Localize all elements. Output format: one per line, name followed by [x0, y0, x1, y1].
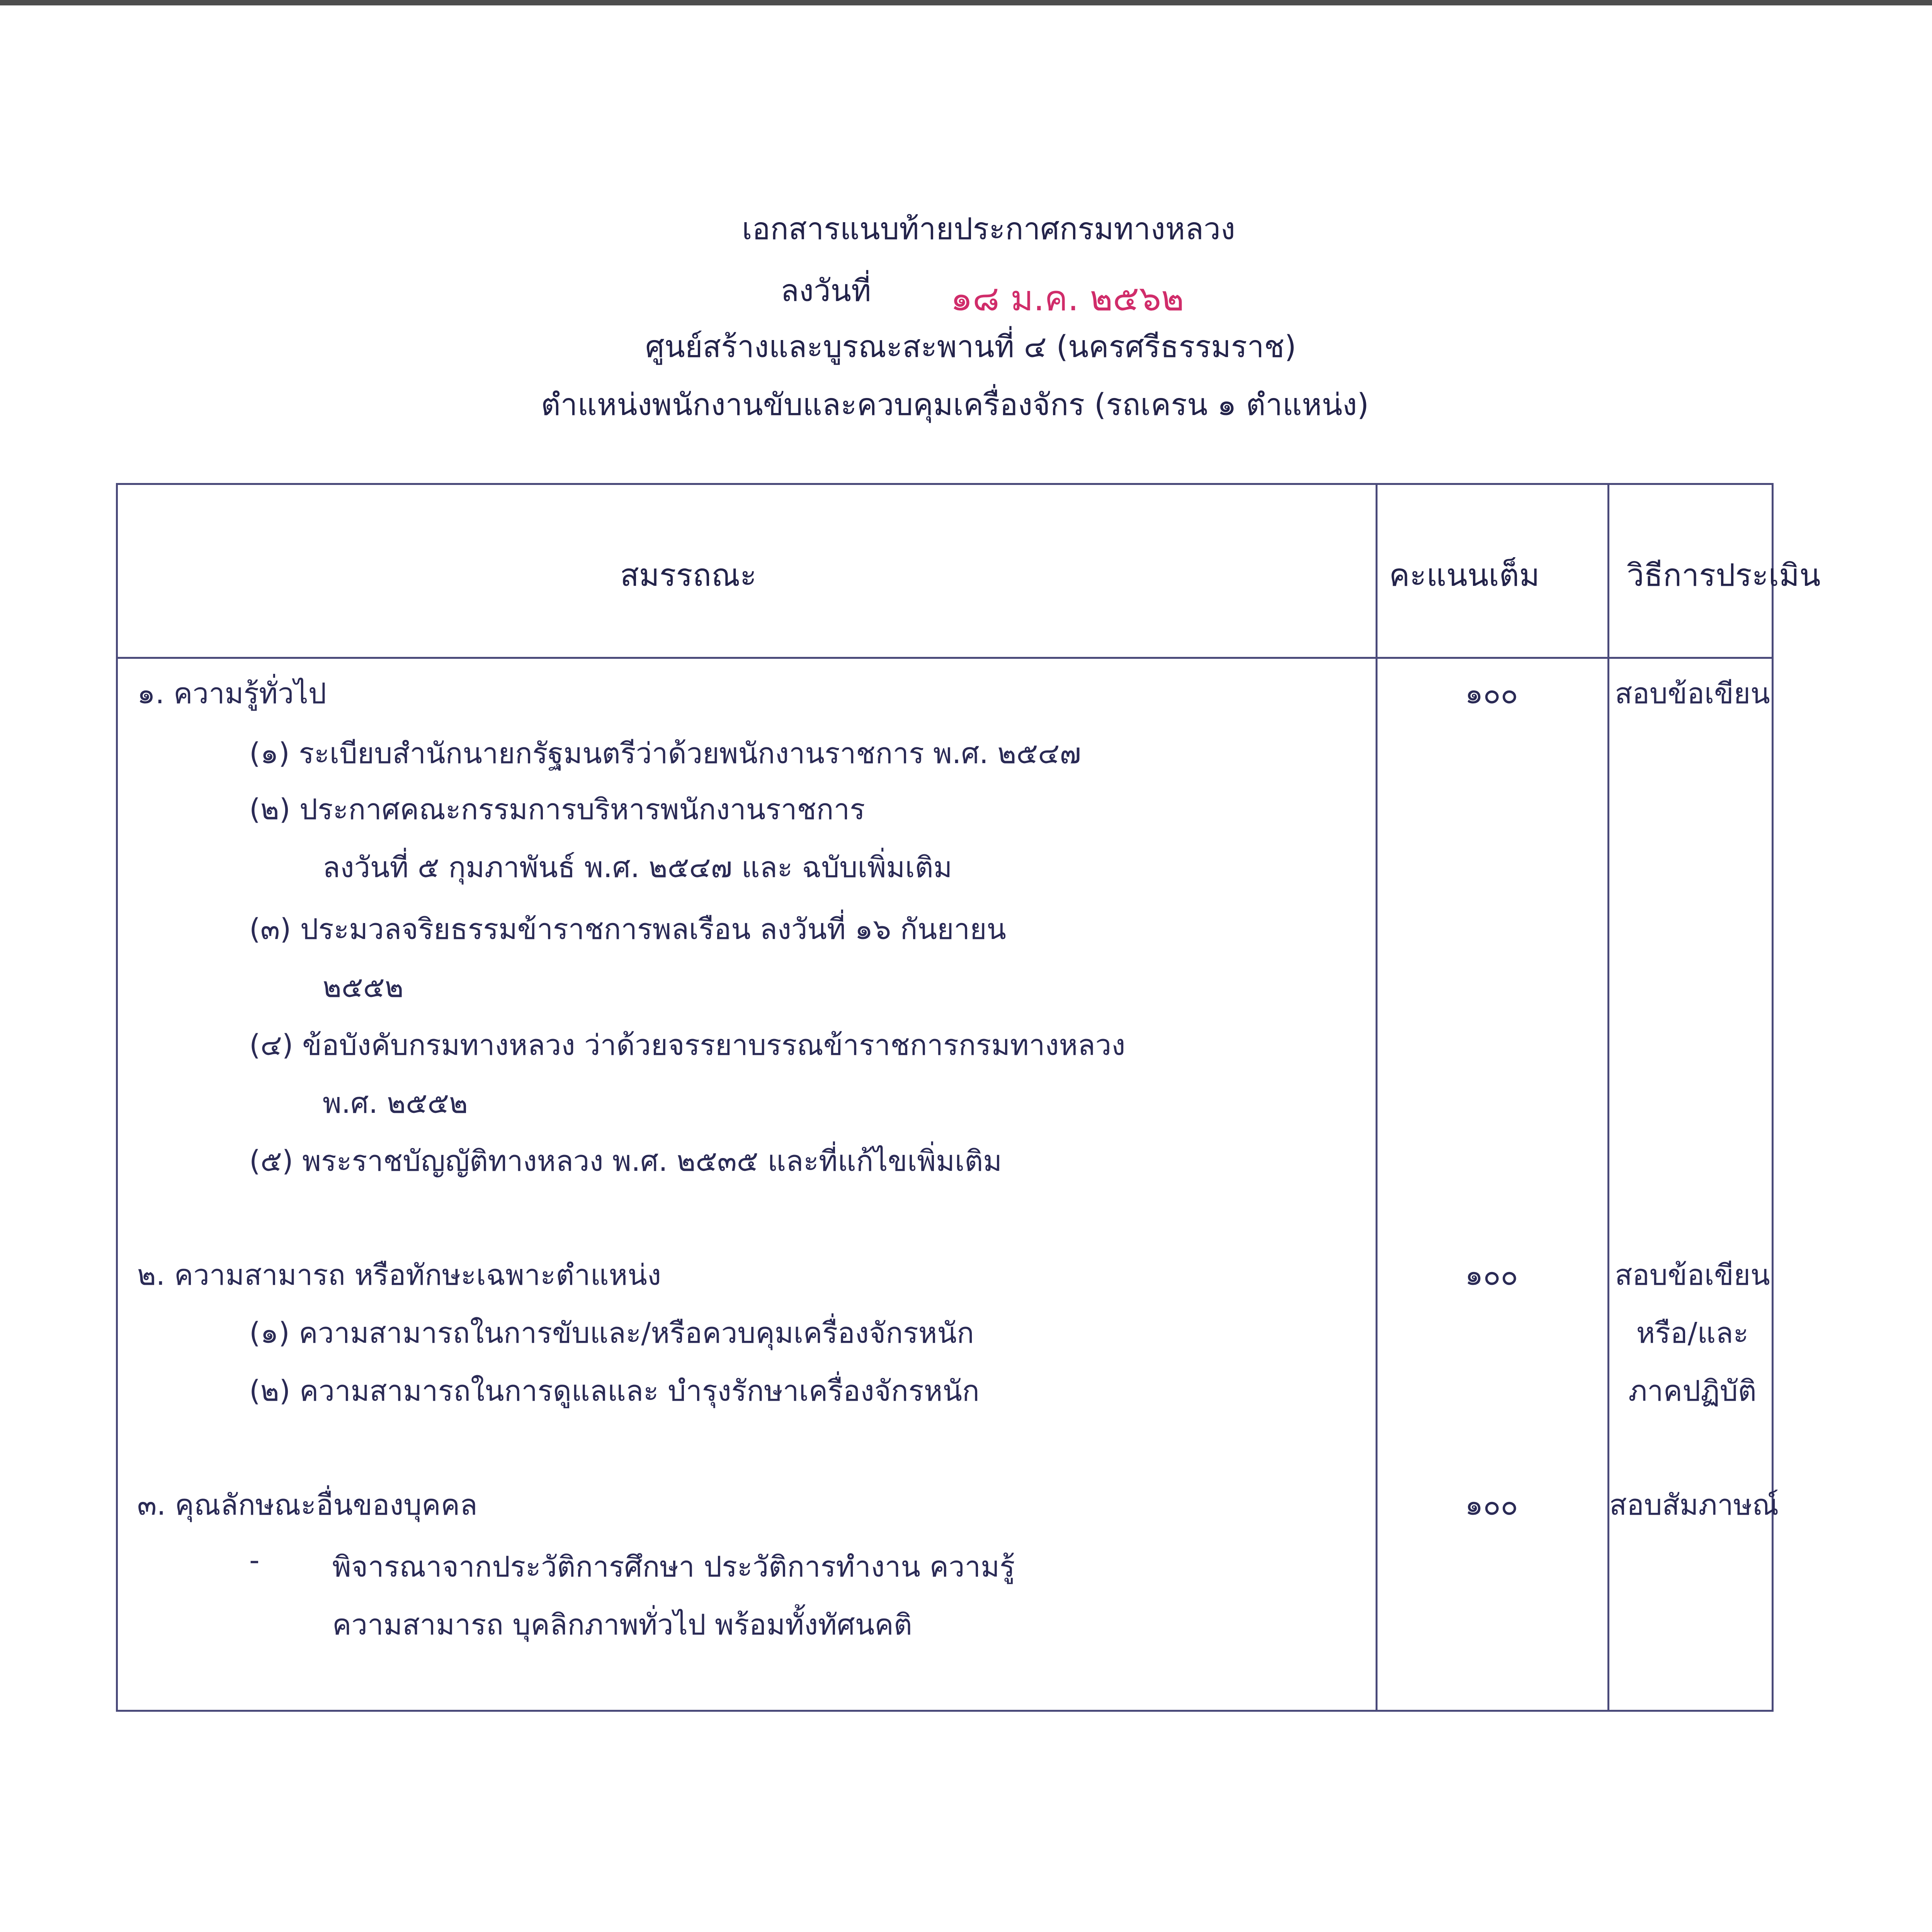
list-item: (๒) ความสามารถในการดูแลและ บำรุงรักษาเครื่องจักรหนัก	[249, 1374, 980, 1408]
list-item: (๑) ความสามารถในการขับและ/หรือควบคุมเครื่องจักรหนัก	[249, 1316, 974, 1350]
section-method: สอบข้อเขียน	[1615, 1259, 1770, 1292]
column-header-method: วิธีการประเมิน	[1627, 557, 1821, 593]
header-date-stamp: ๑๘ ม.ค. ๒๕๖๒	[951, 278, 1184, 319]
section-title: ๒. ความสามารถ หรือทักษะเฉพาะตำแหน่ง	[137, 1259, 661, 1292]
column-header-competency: สมรรถณะ	[620, 557, 757, 593]
list-item-continuation: ความสามารถ บุคลิกภาพทั่วไป พร้อมทั้งทัศนคติ	[332, 1608, 912, 1641]
section-title: ๑. ความรู้ทั่วไป	[137, 677, 327, 710]
list-item: (๒) ประกาศคณะกรรมการบริหารพนักงานราชการ	[249, 793, 865, 826]
competency-table: สมรรถณะ คะแนนเต็ม วิธีการประเมิน ๑. ความรู้ทั่วไป ๑๐๐ สอบข้อเขียน (๑) ระเบียบสำนักนายกรัฐมนตรีว่าด้วยพนักงานราชการ พ.ศ. ๒๕๔๗ (๒) ประกาศคณะกรรมการบริหารพนักงานราชการ ลงวันที่ ๕ กุมภาพันธ์ พ.ศ. ๒๕๔๗ และ ฉบับเพิ่มเติม (๓) ประมวลจริยธรรมข้าราชการพลเรือน ลงวันที่ ๑๖ กันยายน ๒๕๕๒ (๔) ข้อบังคับกรมทางหลวง ว่าด้วยจรรยาบรรณข้าราชการกรมทางหลวง พ.ศ. ๒๕๕๒ (๕) พระราชบัญญัติทางหลวง พ.ศ. ๒๕๓๕ และที่แก้ไขเพิ่มเติม ๒. ความสามารถ หรือทักษะเฉพาะตำแหน่ง ๑๐๐ สอบข้อเขียน หรือ/และ ภาคปฏิบัติ (๑) ความสามารถในการขับและ/หรือควบคุมเครื่องจักรหนัก (๒) ความสามารถในการดูแลและ บำรุงรักษาเครื่องจักรหนัก ๓. คุณลักษณะอื่นของบุคคล ๑๐๐ สอบสัมภาษณ์ - พิจารณาจากประวัติการศึกษา ประวัติการทำงาน ความรู้ ความสามารถ บุคลิกภาพทั่วไป พร้อมทั้งทัศนคติ	[116, 483, 1774, 1712]
header-date-label: ลงวันที่	[781, 274, 871, 308]
list-item: พิจารณาจากประวัติการศึกษา ประวัติการทำงาน ความรู้	[332, 1550, 1015, 1583]
header-position: ตำแหน่งพนักงานขับและควบคุมเครื่องจักร (รถเครน ๑ ตำแหน่ง)	[541, 388, 1369, 422]
section-method: หรือ/และ	[1636, 1316, 1749, 1350]
section-method: ภาคปฏิบัติ	[1628, 1374, 1757, 1408]
list-item-continuation: ๒๕๕๒	[323, 971, 404, 1004]
list-item: (๔) ข้อบังคับกรมทางหลวง ว่าด้วยจรรยาบรรณข้าราชการกรมทางหลวง	[249, 1029, 1126, 1062]
section-title: ๓. คุณลักษณะอื่นของบุคคล	[137, 1488, 478, 1522]
list-item-continuation: ลงวันที่ ๕ กุมภาพันธ์ พ.ศ. ๒๕๔๗ และ ฉบับเพิ่มเติม	[323, 851, 952, 884]
list-item: (๑) ระเบียบสำนักนายกรัฐมนตรีว่าด้วยพนักงานราชการ พ.ศ. ๒๕๔๗	[249, 737, 1081, 770]
document-header	[0, 0, 1932, 444]
section-method: สอบสัมภาษณ์	[1609, 1488, 1779, 1522]
list-item: (๕) พระราชบัญญัติทางหลวง พ.ศ. ๒๕๓๕ และที่แก้ไขเพิ่มเติม	[249, 1145, 1002, 1178]
section-method: สอบข้อเขียน	[1615, 677, 1770, 710]
header-row-divider	[118, 657, 1772, 659]
section-score: ๑๐๐	[1465, 1259, 1518, 1292]
list-item: (๓) ประมวลจริยธรรมข้าราชการพลเรือน ลงวันที่ ๑๖ กันยายน	[249, 913, 1007, 946]
header-office: ศูนย์สร้างและบูรณะสะพานที่ ๔ (นครศรีธรรมราช)	[645, 330, 1296, 364]
list-item-continuation: พ.ศ. ๒๕๕๒	[323, 1087, 468, 1120]
section-score: ๑๐๐	[1465, 677, 1518, 710]
header-title: เอกสารแนบท้ายประกาศกรมทางหลวง	[742, 212, 1235, 247]
bullet-dash: -	[249, 1544, 260, 1577]
section-score: ๑๐๐	[1465, 1488, 1518, 1522]
